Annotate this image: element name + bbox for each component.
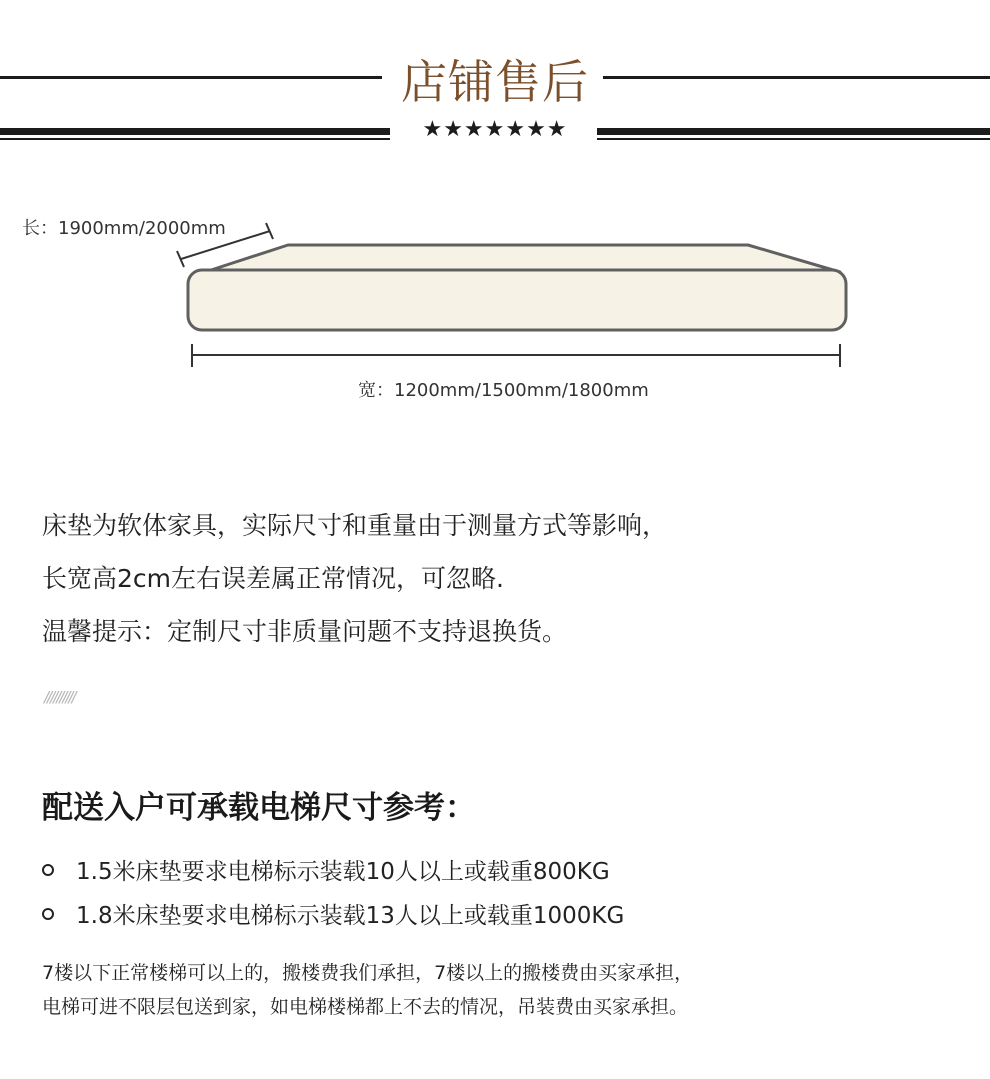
mattress-front-face [188,270,846,330]
delivery-section-title: 配送入户可承载电梯尺寸参考： [42,790,476,826]
width-dimension-line [192,344,840,367]
list-item-text: 1.8米床垫要求电梯标示装载13人以上或载重1000KG [76,903,625,929]
list-item [42,897,624,930]
bullet-icon [42,864,54,876]
list-item [42,853,610,886]
slash-divider: ////////// [44,688,75,706]
list-item-text: 1.5米床垫要求电梯标示装载10人以上或载重800KG [76,859,610,885]
warm-tip-line: 温馨提示：定制尺寸非质量问题不支持退换货。 [42,617,568,646]
delivery-footer-line: 电梯可进不限层包送到家，如电梯楼梯都上不去的情况，吊装费由买家承担。 [42,996,689,1018]
width-label: 宽：1200mm/1500mm/1800mm [358,380,649,401]
mattress-diagram [0,0,990,420]
mattress-top-face [205,245,840,272]
bullet-icon [42,908,54,920]
length-label: 长：1900mm/2000mm [22,218,226,239]
size-note-line: 长宽高2cm左右误差属正常情况，可忽略. [42,564,504,593]
delivery-footer-line: 7楼以下正常楼梯可以上的，搬楼费我们承担，7楼以上的搬楼费由买家承担， [42,962,694,984]
size-note-line: 床垫为软体家具，实际尺寸和重量由于测量方式等影响， [42,511,668,540]
star-rating-decoration: ★★★★★★★ [422,117,568,142]
section-header-title: 店铺售后 [401,55,589,109]
